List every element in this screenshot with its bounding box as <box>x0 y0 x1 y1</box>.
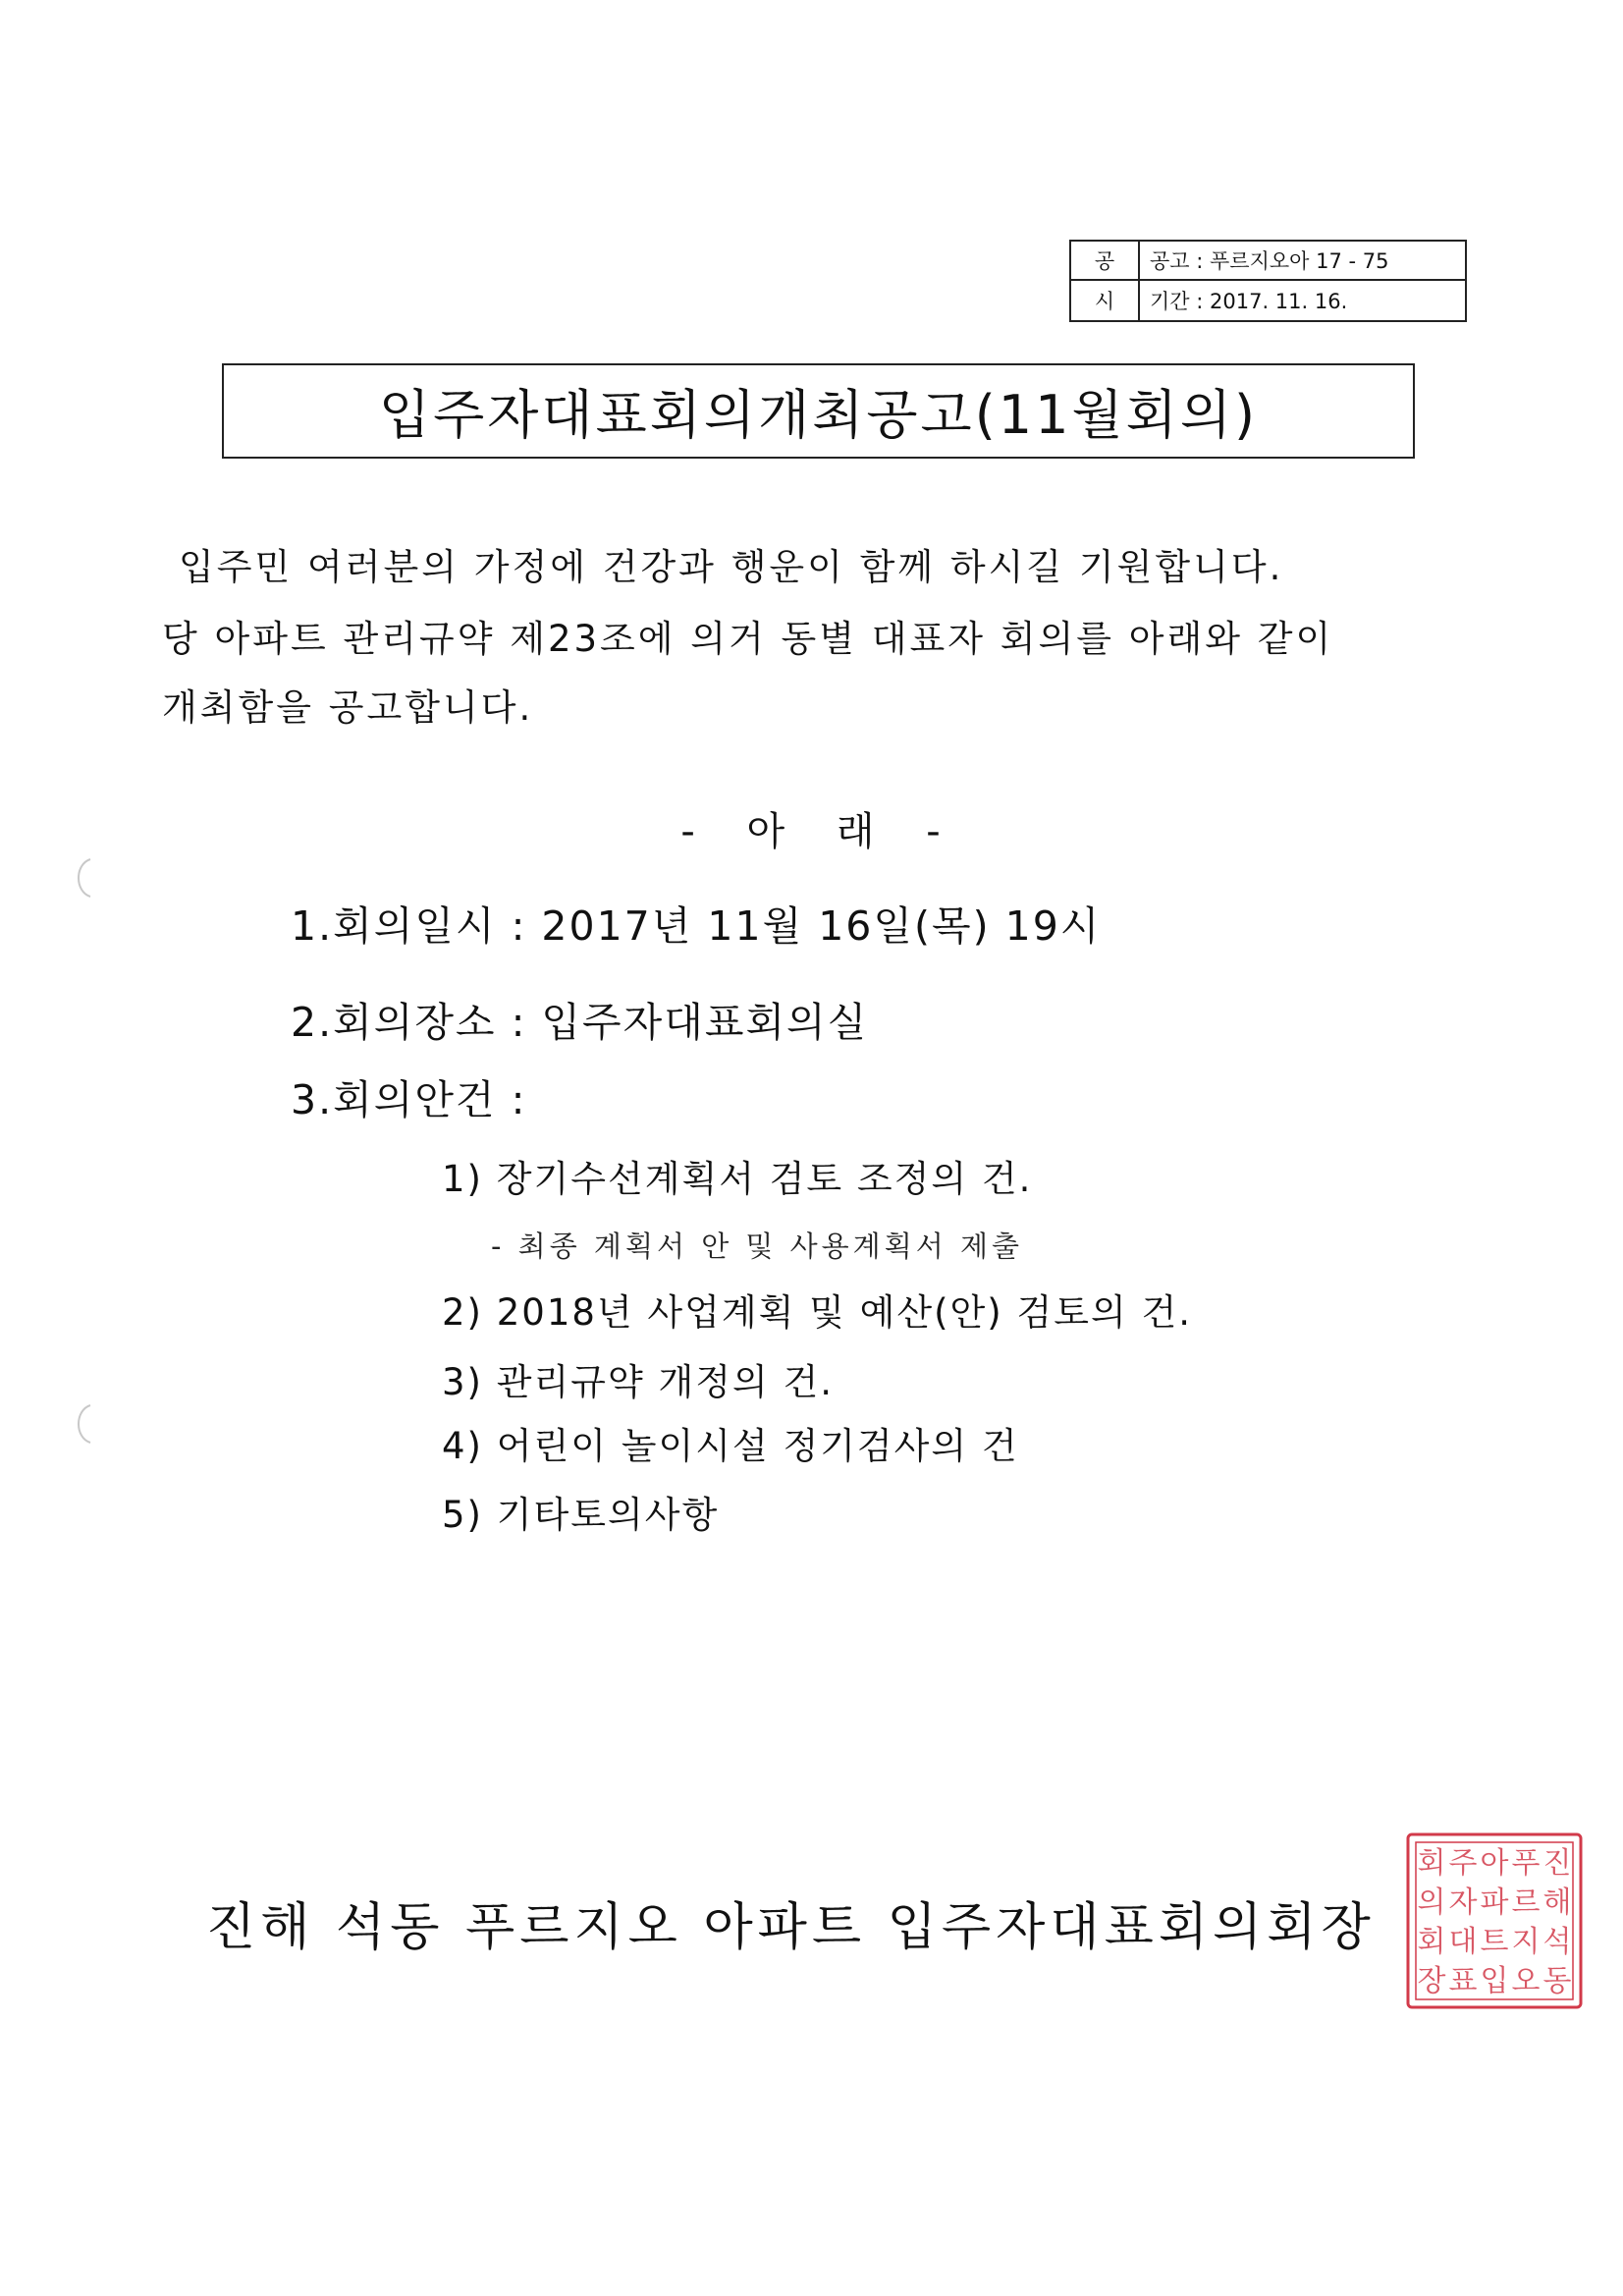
seal-character: 동 <box>1542 1964 1572 1998</box>
agenda-item-1-note: - 최종 계획서 안 및 사용계획서 제출 <box>491 1230 1023 1263</box>
seal-character: 해 <box>1542 1886 1572 1920</box>
notice-period: 기간 : 2017. 11. 16. <box>1150 290 1348 313</box>
document-title: 입주자대표회의개최공고(11월회의) <box>378 384 1259 446</box>
notice-announcement-number: 공고 : 푸르지오아 17 - 75 <box>1140 242 1465 281</box>
seal-character: 석 <box>1542 1925 1572 1959</box>
section-heading-dash-left: - <box>680 809 697 854</box>
seal-character: 오 <box>1511 1964 1541 1998</box>
agenda-item-1: 1) 장기수선계획서 검토 조정의 건. <box>442 1158 1033 1200</box>
seal-character: 르 <box>1511 1886 1541 1920</box>
seal-character: 푸 <box>1511 1846 1541 1881</box>
signature-line: 진해 석동 푸르지오 아파트 입주자대표회의회장 <box>206 1898 1376 1957</box>
seal-character: 진 <box>1542 1846 1572 1881</box>
meeting-place: 2.회의장소 : 입주자대표회의실 <box>291 999 869 1046</box>
official-seal-stamp <box>1402 1829 1587 2013</box>
agenda-item-2: 2) 2018년 사업계획 및 예산(안) 검토의 건. <box>442 1291 1192 1334</box>
agenda-item-3: 3) 관리규약 개정의 건. <box>442 1361 834 1403</box>
document-title-box <box>222 363 1415 459</box>
section-heading-dash-right: - <box>926 809 943 854</box>
agenda-item-4: 4) 어린이 놀이시설 정기검사의 건 <box>442 1425 1019 1467</box>
agenda-item-5: 5) 기타토의사항 <box>442 1494 720 1536</box>
intro-line-3: 개최함을 공고합니다. <box>162 686 534 729</box>
seal-character: 장 <box>1417 1964 1446 1998</box>
seal-character: 트 <box>1480 1925 1509 1959</box>
seal-character: 아 <box>1480 1846 1509 1881</box>
notice-label-bottom: 시 <box>1071 281 1140 320</box>
intro-line-1: 입주민 여러분의 가정에 건강과 행운이 함께 하시길 기원합니다. <box>179 546 1284 588</box>
seal-character: 대 <box>1448 1925 1478 1959</box>
meeting-datetime: 1.회의일시 : 2017년 11월 16일(목) 19시 <box>291 902 1102 950</box>
notice-stamp-box <box>1069 240 1467 322</box>
section-heading-word-2: 래 <box>836 809 877 854</box>
notice-label-top: 공 <box>1071 242 1140 281</box>
seal-character: 회 <box>1417 1846 1446 1881</box>
seal-character: 입 <box>1480 1964 1509 1998</box>
seal-character: 표 <box>1448 1964 1478 1998</box>
seal-character: 주 <box>1448 1846 1478 1881</box>
intro-line-2: 당 아파트 관리규약 제23조에 의거 동별 대표자 회의를 아래와 같이 <box>162 618 1334 660</box>
seal-character: 의 <box>1417 1886 1446 1920</box>
punch-hole-mark-top <box>69 856 94 900</box>
section-heading <box>0 800 1623 856</box>
section-heading-word-1: 아 <box>746 809 787 854</box>
seal-character: 지 <box>1511 1925 1541 1959</box>
seal-character: 파 <box>1480 1886 1509 1920</box>
agenda-label: 3.회의안건 : <box>291 1076 527 1123</box>
punch-hole-mark-bottom <box>69 1402 94 1446</box>
seal-character: 자 <box>1448 1886 1478 1920</box>
seal-character: 회 <box>1417 1925 1446 1959</box>
